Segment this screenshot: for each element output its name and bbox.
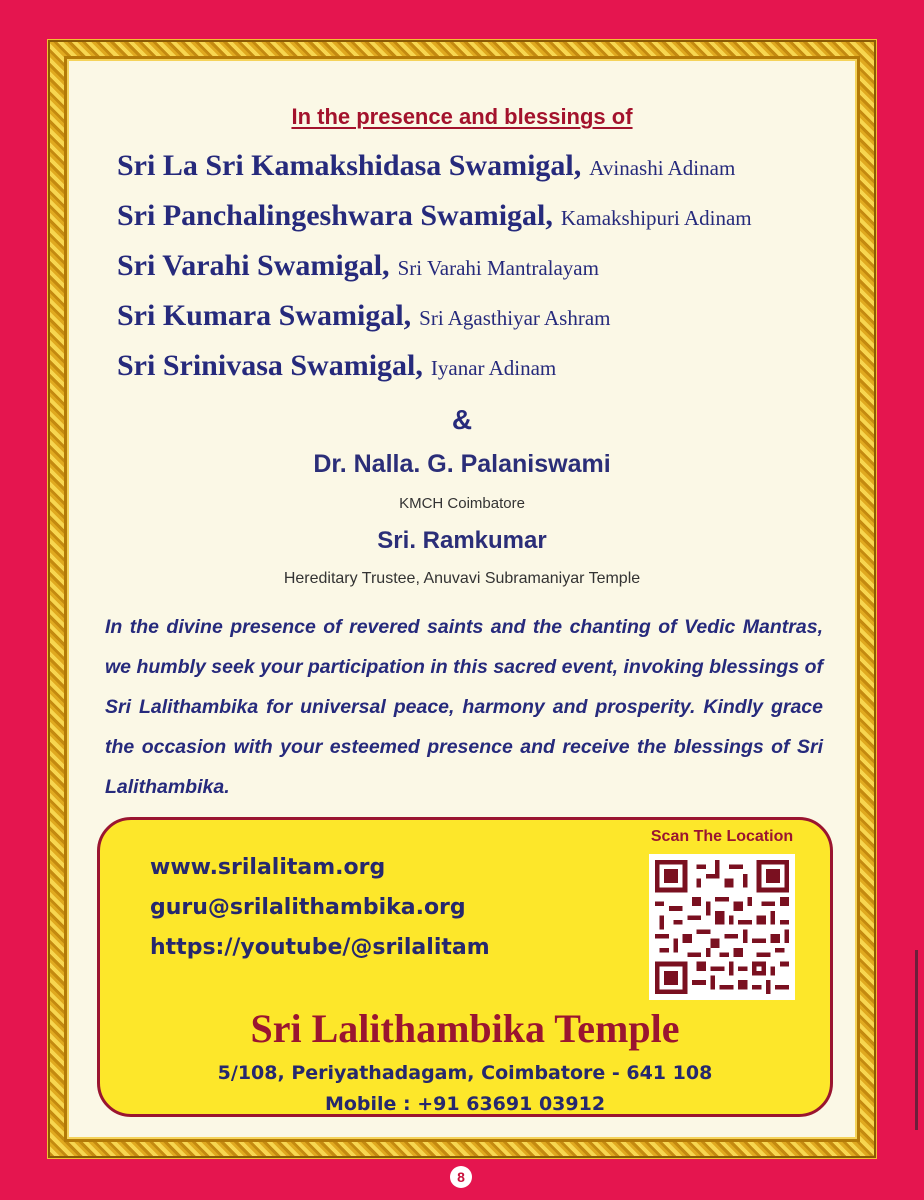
contact-links	[150, 848, 490, 968]
temple-name: Sri Lalithambika Temple	[250, 1006, 680, 1051]
swami-place: Iyanar Adinam	[430, 356, 557, 380]
swami-name: Sri Kumara Swamigal,	[117, 299, 412, 332]
swami-place: Sri Varahi Mantralayam	[397, 256, 599, 280]
scrollbar-indicator[interactable]	[915, 950, 918, 1130]
swami-place: Avinashi Adinam	[589, 156, 736, 180]
swami-name: Sri Panchalingeshwara Swamigal,	[117, 199, 553, 232]
qr-code-icon[interactable]	[649, 854, 795, 1000]
swami-row	[117, 191, 837, 241]
swami-place: Kamakshipuri Adinam	[560, 206, 752, 230]
swami-row	[117, 341, 837, 391]
blessings-heading: In the presence and blessings of	[291, 104, 633, 129]
ampersand: &	[451, 404, 473, 435]
swami-name: Sri La Sri Kamakshidasa Swamigal,	[117, 149, 582, 182]
swami-place: Sri Agasthiyar Ashram	[419, 306, 611, 330]
swami-row	[117, 291, 837, 341]
qr-section	[632, 828, 812, 1000]
temple-address: 5/108, Periyathadagam, Coimbatore - 641 108	[217, 1062, 713, 1084]
contact-box	[97, 817, 833, 1117]
swami-row	[117, 241, 837, 291]
guest-name-ramkumar: Sri. Ramkumar	[377, 527, 547, 554]
guest-title-palaniswami: KMCH Coimbatore	[399, 495, 525, 512]
content-panel	[64, 56, 860, 1142]
qr-label: Scan The Location	[650, 828, 794, 845]
swami-name: Sri Srinivasa Swamigal,	[117, 349, 423, 382]
youtube-link[interactable]: https://youtube/@srilalitam	[150, 935, 490, 960]
page-number-badge: 8	[450, 1166, 472, 1188]
guest-title-ramkumar: Hereditary Trustee, Anuvavi Subramaniyar Temple	[283, 570, 641, 587]
swamis-list	[117, 141, 837, 391]
temple-mobile: Mobile : +91 63691 03912	[324, 1093, 606, 1115]
guest-name-palaniswami: Dr. Nalla. G. Palaniswami	[313, 450, 611, 478]
website-link[interactable]: www.srilalitam.org	[150, 855, 386, 880]
invitation-paragraph: In the divine presence of revered saints and the chanting of Vedic Mantras, we humbly seek your participation in this sacred event, invoking blessings of Sri Lalithambika for universal peace, harmony and prosperity. Kindly grace the occasion with your esteemed presence and receive the blessings of Sri Lalithambika.	[105, 616, 823, 798]
swami-name: Sri Varahi Swamigal,	[117, 249, 390, 282]
swami-row	[117, 141, 837, 191]
ornate-gold-frame	[48, 40, 876, 1158]
email-link[interactable]: guru@srilalithambika.org	[150, 895, 466, 920]
